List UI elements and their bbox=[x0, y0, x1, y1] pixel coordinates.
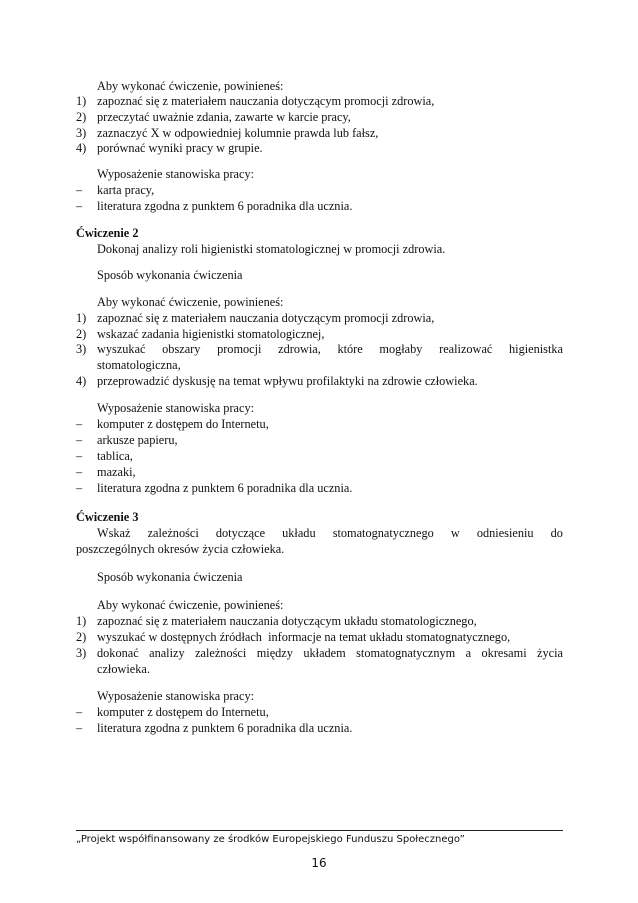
word: zdrowia, bbox=[278, 342, 321, 356]
word: układu bbox=[282, 526, 316, 540]
page-number: 16 bbox=[311, 856, 327, 870]
word: między bbox=[256, 646, 293, 660]
equipment-title: Wyposażenie stanowiska pracy: bbox=[97, 167, 255, 181]
word: analizy bbox=[149, 646, 185, 660]
instruction-intro: Aby wykonać ćwiczenie, powinieneś: bbox=[97, 79, 284, 93]
footer-divider bbox=[76, 830, 563, 831]
word: stomatognatycznym bbox=[356, 646, 456, 660]
equipment-item: karta pracy, bbox=[97, 183, 155, 197]
word: zależności bbox=[195, 646, 247, 660]
word: Wskaż bbox=[97, 526, 131, 540]
bullet-dash: – bbox=[76, 433, 83, 447]
word: obszary bbox=[162, 342, 201, 356]
step-number: 1) bbox=[76, 614, 87, 628]
word: w bbox=[450, 526, 460, 540]
equipment-item: literatura zgodna z punktem 6 poradnika dla ucznia. bbox=[97, 721, 353, 735]
step-text: zapoznać się z materiałem nauczania dotyczącym promocji zdrowia, bbox=[97, 311, 435, 325]
equipment-title: Wyposażenie stanowiska pracy: bbox=[97, 689, 255, 703]
step-text: wskazać zadania higienistki stomatologicznej, bbox=[97, 327, 325, 341]
step-number: 2) bbox=[76, 630, 87, 644]
equipment-item: literatura zgodna z punktem 6 poradnika dla ucznia. bbox=[97, 199, 353, 213]
word: realizować bbox=[439, 342, 493, 356]
exercise-heading: Ćwiczenie 2 bbox=[76, 226, 139, 240]
bullet-dash: – bbox=[76, 481, 83, 495]
equipment-item: arkusze papieru, bbox=[97, 433, 178, 447]
exercise-heading: Ćwiczenie 3 bbox=[76, 510, 139, 524]
equipment-item: komputer z dostępem do Internetu, bbox=[97, 705, 269, 719]
instruction-intro: Aby wykonać ćwiczenie, powinieneś: bbox=[97, 598, 284, 612]
step-text: przeprowadzić dyskusję na temat wpływu profilaktyki na zdrowie człowieka. bbox=[97, 374, 478, 388]
word: higienistka bbox=[509, 342, 563, 356]
instruction-intro: Aby wykonać ćwiczenie, powinieneś: bbox=[97, 295, 284, 309]
step-number: 3) bbox=[76, 342, 87, 356]
exercise-task-justified bbox=[97, 526, 563, 541]
bullet-dash: – bbox=[76, 199, 83, 213]
word: dokonać bbox=[97, 646, 139, 660]
word: mogłaby bbox=[379, 342, 423, 356]
step-number: 1) bbox=[76, 94, 87, 108]
word: które bbox=[337, 342, 363, 356]
step-text: wyszukać w dostępnych źródłach informacje na temat układu stomatognatycznego, bbox=[97, 630, 511, 644]
step-number: 1) bbox=[76, 311, 87, 325]
footer-text: „Projekt współfinansowany ze środków Europejskiego Funduszu Społecznego” bbox=[76, 834, 465, 845]
step-number: 3) bbox=[76, 126, 87, 140]
step-text-continuation: człowieka. bbox=[97, 662, 150, 676]
step-number: 2) bbox=[76, 327, 87, 341]
word: stomatognatycznego bbox=[332, 526, 434, 540]
bullet-dash: – bbox=[76, 183, 83, 197]
exercise-task-continuation: poszczególnych okresów życia człowieka. bbox=[76, 542, 285, 556]
word: promocji bbox=[217, 342, 262, 356]
step-number: 4) bbox=[76, 374, 87, 388]
step-text-continuation: stomatologiczna, bbox=[97, 358, 181, 372]
word: dotyczące bbox=[215, 526, 266, 540]
step-text: zapoznać się z materiałem nauczania dotyczącym układu stomatologicznego, bbox=[97, 614, 477, 628]
word: życia bbox=[537, 646, 563, 660]
equipment-item: tablica, bbox=[97, 449, 133, 463]
bullet-dash: – bbox=[76, 449, 83, 463]
bullet-dash: – bbox=[76, 465, 83, 479]
method-title: Sposób wykonania ćwiczenia bbox=[97, 268, 243, 282]
word: odniesieniu bbox=[476, 526, 534, 540]
step-text-justified bbox=[97, 646, 563, 661]
step-text: przeczytać uważnie zdania, zawarte w karcie pracy, bbox=[97, 110, 351, 124]
word: okresami bbox=[481, 646, 527, 660]
step-number: 2) bbox=[76, 110, 87, 124]
bullet-dash: – bbox=[76, 705, 83, 719]
step-text: zaznaczyć X w odpowiedniej kolumnie prawda lub fałsz, bbox=[97, 126, 379, 140]
equipment-item: mazaki, bbox=[97, 465, 136, 479]
word: wyszukać bbox=[97, 342, 146, 356]
step-text: zapoznać się z materiałem nauczania dotyczącym promocji zdrowia, bbox=[97, 94, 435, 108]
step-number: 4) bbox=[76, 141, 87, 155]
word: układem bbox=[303, 646, 346, 660]
exercise-task: Dokonaj analizy roli higienistki stomatologicznej w promocji zdrowia. bbox=[97, 242, 446, 256]
step-text-justified bbox=[97, 342, 563, 357]
equipment-item: komputer z dostępem do Internetu, bbox=[97, 417, 269, 431]
word: zależności bbox=[147, 526, 199, 540]
word: a bbox=[465, 646, 472, 660]
bullet-dash: – bbox=[76, 721, 83, 735]
step-text: porównać wyniki pracy w grupie. bbox=[97, 141, 263, 155]
step-number: 3) bbox=[76, 646, 87, 660]
equipment-title: Wyposażenie stanowiska pracy: bbox=[97, 401, 255, 415]
bullet-dash: – bbox=[76, 417, 83, 431]
equipment-item: literatura zgodna z punktem 6 poradnika dla ucznia. bbox=[97, 481, 353, 495]
word: do bbox=[550, 526, 563, 540]
method-title: Sposób wykonania ćwiczenia bbox=[97, 570, 243, 584]
